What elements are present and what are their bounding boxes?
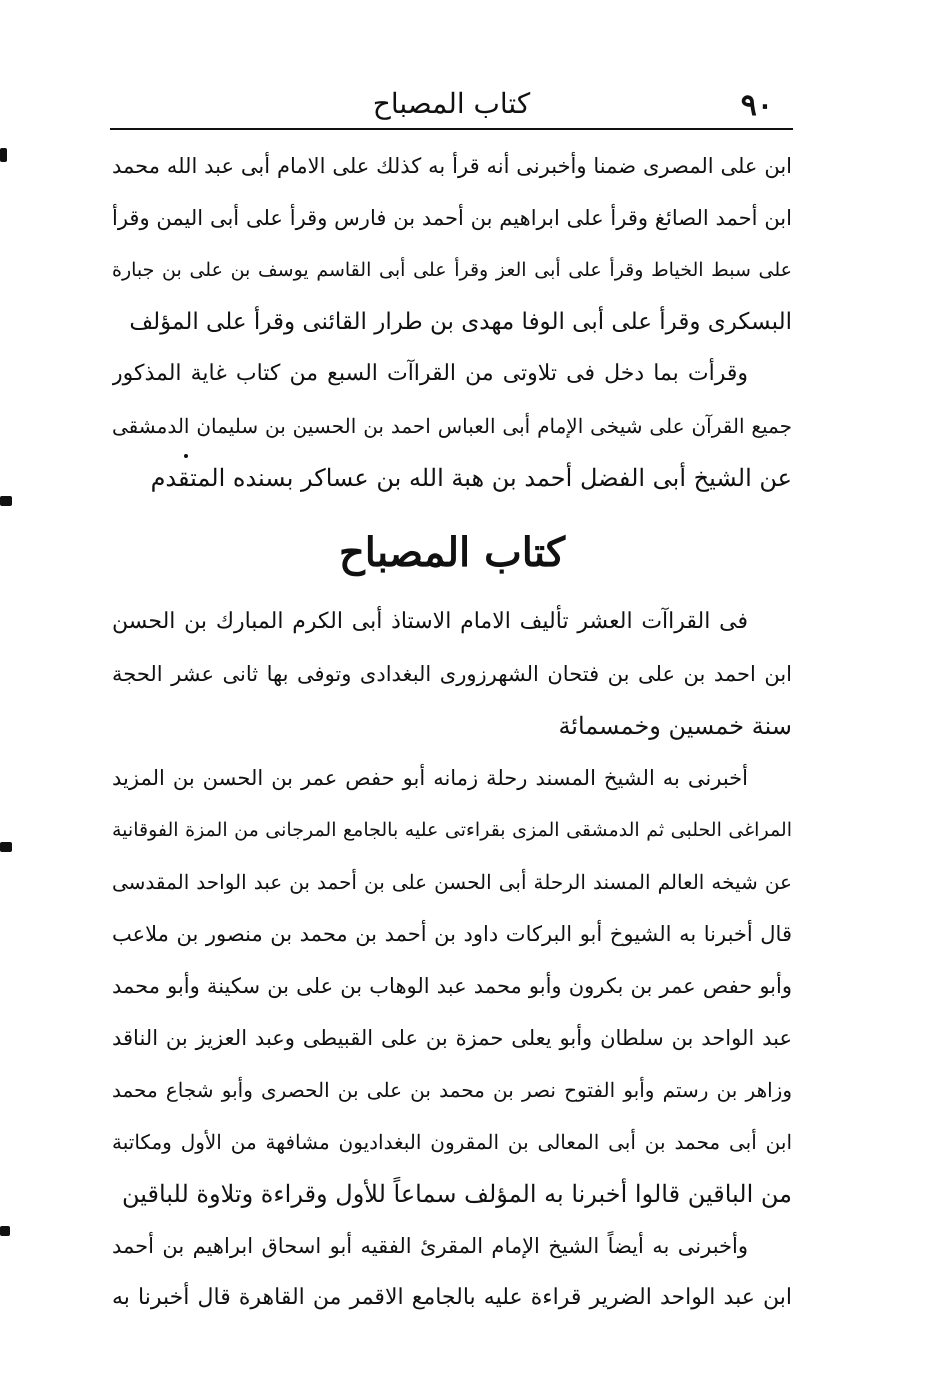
text-line: عن الشيخ أبى الفضل أحمد بن هبة الله بن عساكر بسنده المتقدم [150,464,792,492]
text-line: أخبرنى به الشيخ المسند رحلة زمانه أبو حفص عمر بن الحسن بن المزيد [112,766,748,790]
text-line: عن شيخه العالم المسند الرحلة أبى الحسن على بن أحمد بن عبد الواحد المقدسى [112,870,792,894]
paragraph-5 [112,1220,792,1324]
section-title: كتاب المصباح [338,529,566,576]
text-line: سنة خمسين وخمسمائة [558,712,792,740]
left-margin-mark-1 [0,148,7,162]
page-header [110,80,793,130]
text-line: جميع القرآن على شيخى الإمام أبى العباس احمد بن الحسين بن سليمان الدمشقى [112,414,792,438]
text-line: وأخبرنى به أيضاً الشيخ الإمام المقرئ الفقيه أبو اسحاق ابراهيم بن أحمد [112,1234,748,1258]
paragraph-2 [112,348,792,504]
left-margin-mark-3 [0,842,12,852]
text-line: ابن عبد الواحد الضرير قراءة عليه بالجامع الاقمر من القاهرة قال أخبرنا به [112,1285,792,1310]
text-line: المراغى الحلبى ثم الدمشقى المزى بقراءتى عليه بالجامع المرجانى من المزة الفوقانية [112,819,792,841]
running-title: كتاب المصباح [372,87,531,120]
left-margin-mark-2 [0,496,12,506]
text-line: وزاهر بن رستم وأبو الفتوح نصر بن محمد بن على بن الحصرى وأبو شجاع محمد [112,1078,792,1102]
left-margin-mark-4 [0,1226,10,1236]
text-line: عبد الواحد بن سلطان وأبو يعلى حمزة بن على القبيطى وعبد العزيز بن الناقد [112,1026,792,1050]
text-line: وأبو حفص عمر بن بكرون وأبو محمد عبد الوهاب بن على بن سكينة وأبو محمد [112,974,792,998]
text-line: ابن أحمد الصائغ وقرأ على ابراهيم بن أحمد بن فارس وقرأ على أبى اليمن وقرأ [112,206,792,230]
text-line: ابن احمد بن على بن فتحان الشهرزورى البغدادى وتوفى بها ثانى عشر الحجة [112,662,792,686]
paragraph-4 [112,752,792,1220]
text-line: وقرأت بما دخل فى تلاوتى من القراآت السبع من كتاب غاية المذكور [112,361,748,386]
body-text [112,140,792,1324]
text-line: ابن أبى محمد بن أبى المعالى بن المقرون البغداديون مشافهة من الأول ومكاتبة [112,1130,792,1154]
text-line: ابن على المصرى ضمنا وأخبرنى أنه قرأ به كذلك على الامام أبى عبد الله محمد [112,154,792,178]
text-line: على سبط الخياط وقرأ على أبى العز وقرأ على أبى القاسم يوسف بن على بن جبارة [112,259,792,281]
text-line: فى القراآت العشر تأليف الامام الاستاذ أبى الكرم المبارك بن الحسن [112,609,748,634]
text-line: قال أخبرنا به الشيوخ أبو البركات داود بن أحمد بن محمد بن منصور بن ملاعب [112,922,792,946]
page-number: ٩٠ [740,88,773,123]
paragraph-3 [112,596,792,752]
text-line: البسكرى وقرأ على أبى الوفا مهدى بن طرار القائنى وقرأ على المؤلف [129,309,792,335]
paragraph-1 [112,140,792,348]
text-line: من الباقين قالوا أخبرنا به المؤلف سماعاً للأول وقراءة وتلاوة للباقين [121,1180,792,1208]
